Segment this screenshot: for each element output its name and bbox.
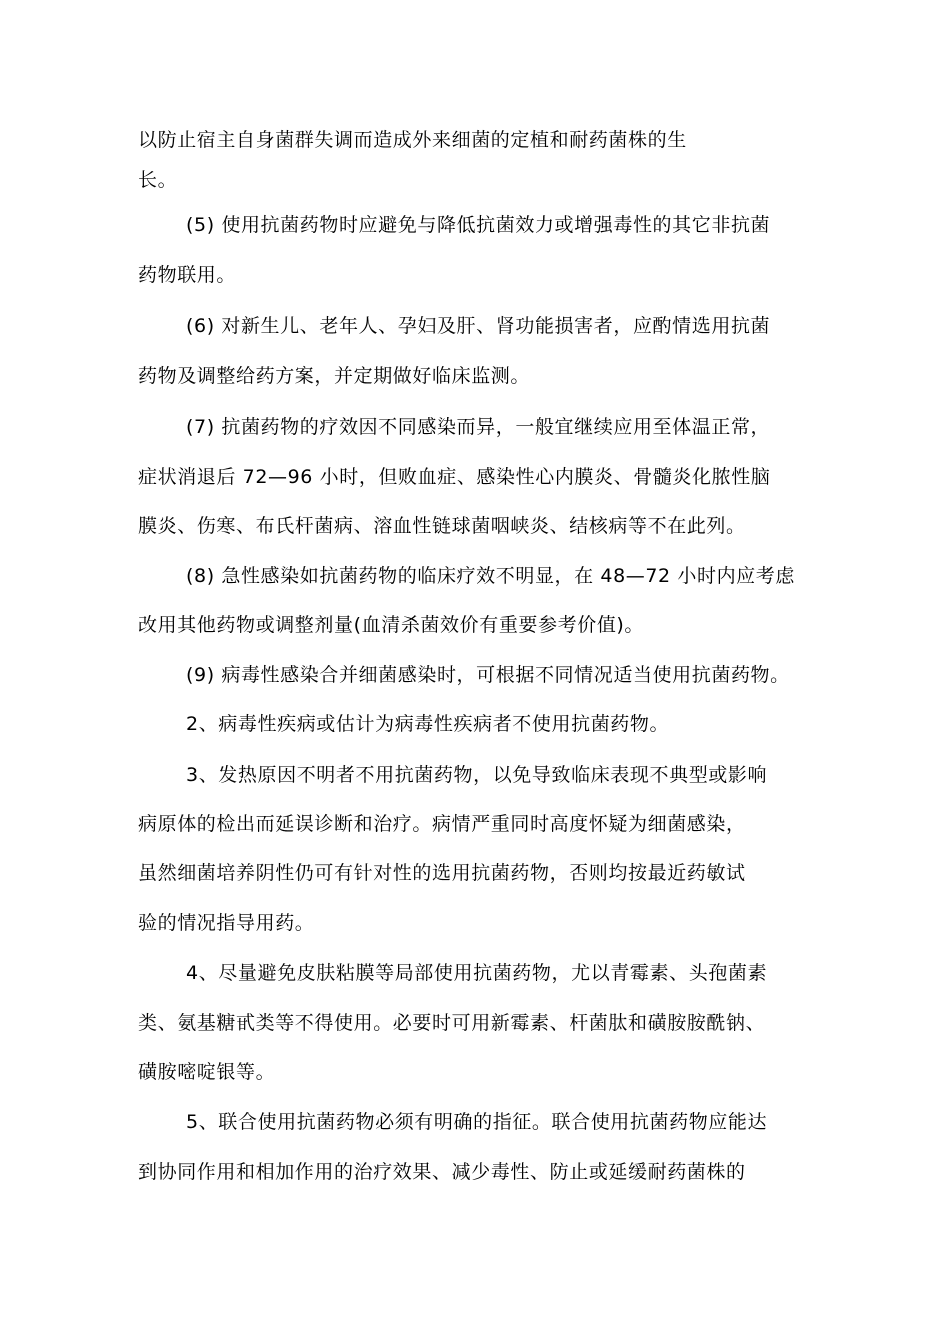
text-line: 虽然细菌培养阴性仍可有针对性的选用抗菌药物，否则均按最近药敏试 bbox=[138, 862, 746, 884]
text-line: (6) 对新生儿、老年人、孕妇及肝、肾功能损害者，应酌情选用抗菌 bbox=[186, 315, 771, 337]
text-line: (5) 使用抗菌药物时应避免与降低抗菌效力或增强毒性的其它非抗菌 bbox=[186, 214, 771, 236]
text-line: 症状消退后 72—96 小时，但败血症、感染性心内膜炎、骨髓炎化脓性脑 bbox=[138, 466, 771, 488]
text-line: 以防止宿主自身菌群失调而造成外来细菌的定植和耐药菌株的生 bbox=[138, 129, 687, 151]
text-line: 膜炎、伤寒、布氏杆菌病、溶血性链球菌咽峡炎、结核病等不在此列。 bbox=[138, 515, 746, 537]
text-line: 药物及调整给药方案，并定期做好临床监测。 bbox=[138, 365, 531, 387]
text-line: 验的情况指导用药。 bbox=[138, 912, 315, 934]
text-line: 药物联用。 bbox=[138, 264, 237, 286]
text-line: 2、病毒性疾病或估计为病毒性疾病者不使用抗菌药物。 bbox=[186, 713, 670, 735]
text-line: 5、联合使用抗菌药物必须有明确的指征。联合使用抗菌药物应能达 bbox=[186, 1111, 768, 1133]
text-line: 长。 bbox=[138, 169, 178, 191]
text-line: 类、氨基糖甙类等不得使用。必要时可用新霉素、杆菌肽和磺胺胺酰钠、 bbox=[138, 1012, 766, 1034]
text-line: 磺胺嘧啶银等。 bbox=[138, 1061, 276, 1083]
text-line: 3、发热原因不明者不用抗菌药物，以免导致临床表现不典型或影响 bbox=[186, 764, 768, 786]
text-line: (7) 抗菌药物的疗效因不同感染而异，一般宜继续应用至体温正常， bbox=[186, 416, 771, 438]
text-line: (8) 急性感染如抗菌药物的临床疗效不明显，在 48—72 小时内应考虑 bbox=[186, 565, 795, 587]
text-line: 4、尽量避免皮肤粘膜等局部使用抗菌药物，尤以青霉素、头孢菌素 bbox=[186, 962, 768, 984]
text-line: 到协同作用和相加作用的治疗效果、减少毒性、防止或延缓耐药菌株的 bbox=[138, 1161, 746, 1183]
text-line: 改用其他药物或调整剂量(血清杀菌效价有重要参考价值)。 bbox=[138, 614, 645, 636]
text-line: (9) 病毒性感染合并细菌感染时，可根据不同情况适当使用抗菌药物。 bbox=[186, 664, 790, 686]
text-line: 病原体的检出而延误诊断和治疗。病情严重同时高度怀疑为细菌感染， bbox=[138, 813, 746, 835]
